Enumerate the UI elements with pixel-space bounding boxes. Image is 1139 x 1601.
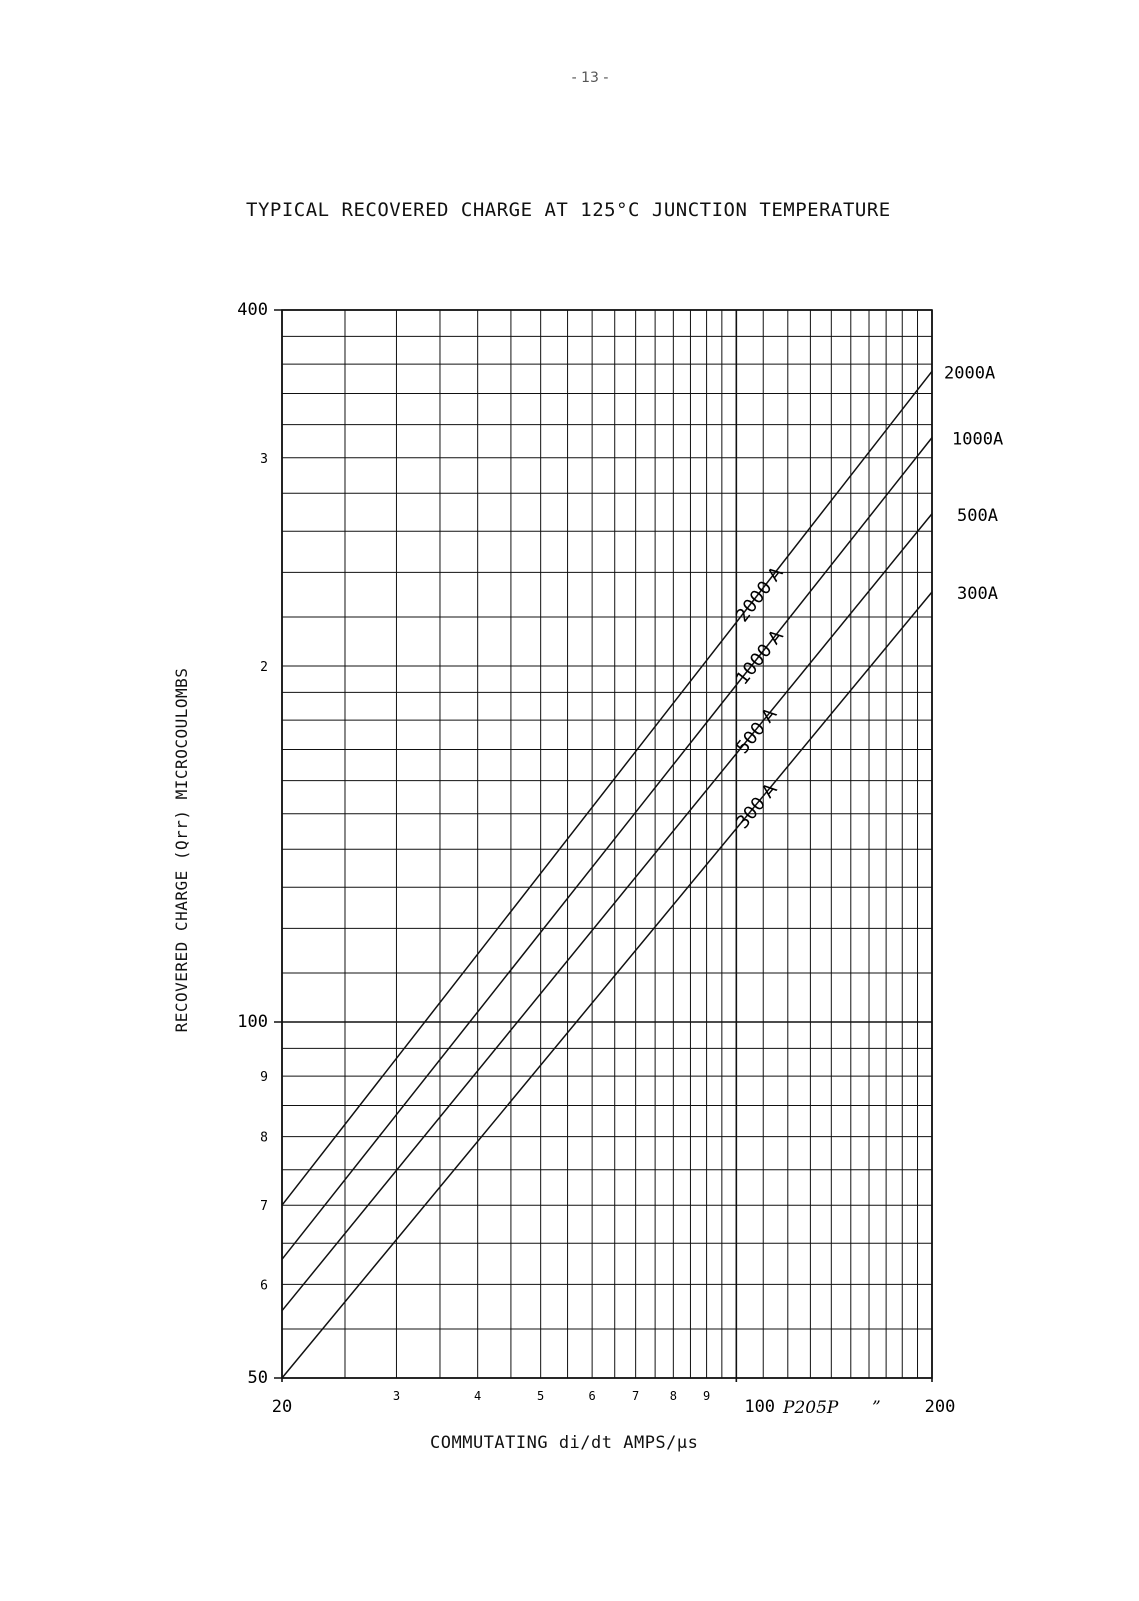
chart-title: TYPICAL RECOVERED CHARGE AT 125°C JUNCTION TEMPERATURE bbox=[246, 199, 891, 221]
x-tick-label: 4 bbox=[474, 1389, 482, 1403]
y-tick-label: 50 bbox=[247, 1368, 268, 1388]
y-axis-label: RECOVERED CHARGE (Qrr) MICROCOULOMBS bbox=[172, 667, 191, 1033]
x-tick-label: 8 bbox=[669, 1389, 677, 1403]
handwritten-mark: ” bbox=[872, 1398, 881, 1418]
y-tick-label: 400 bbox=[237, 300, 268, 320]
series-inline-label-1000a: 1000 A bbox=[731, 625, 788, 689]
series-inline-label-500a: 500 A bbox=[731, 704, 782, 758]
series-label-2000a: 2000A bbox=[944, 363, 996, 384]
y-tick-label: 9 bbox=[260, 1070, 268, 1086]
x-tick-label: 100 bbox=[744, 1397, 776, 1417]
grid bbox=[274, 310, 932, 1382]
series-labels bbox=[732, 363, 1003, 833]
x-tick-label: 7 bbox=[632, 1389, 640, 1403]
series-line-1000a bbox=[282, 438, 932, 1260]
series-label-300a: 300A bbox=[957, 583, 998, 604]
series-lines bbox=[282, 371, 932, 1378]
x-tick-label: 5 bbox=[537, 1389, 545, 1403]
y-tick-label: 100 bbox=[237, 1012, 268, 1032]
series-line-300a bbox=[282, 592, 932, 1378]
y-tick-label: 3 bbox=[260, 451, 268, 467]
plot-frame bbox=[282, 310, 932, 1378]
x-tick-label: 3 bbox=[392, 1389, 401, 1403]
annotations bbox=[782, 1398, 881, 1418]
y-tick-label: 8 bbox=[260, 1130, 268, 1146]
y-tick-label: 7 bbox=[260, 1199, 268, 1215]
series-label-1000a: 1000A bbox=[952, 429, 1004, 450]
page-number: - 13 - bbox=[571, 70, 609, 86]
y-tick-label: 6 bbox=[260, 1278, 268, 1294]
x-tick-label: 20 bbox=[271, 1397, 293, 1417]
series-inline-label-300a: 300 A bbox=[732, 779, 782, 834]
y-tick-label: 2 bbox=[260, 660, 268, 675]
series-label-500a: 500A bbox=[957, 505, 998, 526]
x-axis-label: COMMUTATING di/dt AMPS/µs bbox=[430, 1433, 699, 1453]
x-tick-label: 6 bbox=[588, 1389, 596, 1403]
x-tick-label: 9 bbox=[702, 1389, 711, 1403]
series-line-500a bbox=[282, 514, 932, 1311]
x-tick-label: 200 bbox=[924, 1397, 956, 1417]
series-line-2000a bbox=[282, 371, 932, 1205]
series-inline-label-2000a: 2000 A bbox=[731, 562, 788, 627]
handwritten-note: P205P bbox=[783, 1398, 839, 1418]
